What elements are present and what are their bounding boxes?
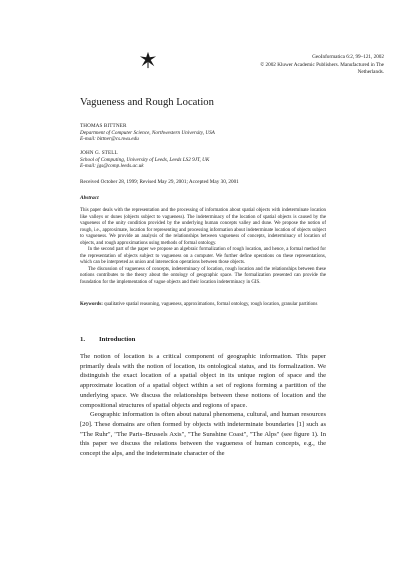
journal-masthead [244,54,384,77]
body-paragraph: The notion of location is a critical component of geographic information. This paper primarily deals with the notion of location, its ontological status, and its formalization. We distinguish the exact location of a spatial object in its unique region of space and the approximate location of a spatial object within a set of regions forming a partition of the underlying space. We discuss the relationships between these notions of location and the compositional structures of spatial objects and regions of space. [80,353,326,409]
author-block-2 [80,150,340,170]
keywords-label: Keywords: [80,302,103,307]
author-block-1 [80,123,340,143]
author-email: E-mail: bittner@cs.nwu.edu [80,136,139,143]
paper-title: Vagueness and Rough Location [80,97,214,108]
journal-citation: GeoInformatica 6:2, 99–121, 2002 [312,54,384,60]
abstract-paragraph: In the second part of the paper we propose an algebraic formalization of rough location, and hence, a formal method for the representation of objects subject to vagueness on a computer. We further define operations on these representations, which can be interpreted as union and intersection operations between those objects. [80,247,326,266]
body-text [80,352,326,459]
keywords [80,302,326,309]
author-affiliation: School of Computing, University of Leeds, Leeds LS2 9JT, UK [80,156,210,163]
copyright-line: © 2002 Kluwer Academic Publishers. Manufactured in The Netherlands. [260,61,384,76]
abstract-body [80,208,326,287]
author-name: JOHN G. STELL [80,150,118,156]
author-name: THOMAS BITTNER [80,123,127,129]
abstract-heading: Abstract [80,195,99,201]
section-number: 1. [80,336,86,343]
received-dates: Received October 28, 1999; Revised May 29, 2001; Accepted May 30, 2001 [80,179,239,185]
author-affiliation: Department of Computer Science, Northwestern University, USA [80,129,215,136]
keywords-text: qualitative spatial reasoning, vagueness, approximations, formal ontology, rough location, granular partitions [104,302,318,307]
publisher-logo-icon [139,51,157,69]
section-title: Introduction [99,336,136,343]
section-heading [80,336,135,343]
body-paragraph: Geographic information is often about natural phenomena, cultural, and human resources [20]. These domains are often formed by objects with indeterminate boundaries [1] such as "The Ruhr", "The Paris–Brussels Axis", "The Sunshine Coast", "The Alps" (see figure 1). In this paper we discuss the relations between the vagueness of human concepts, e.g., the concept the alps, and the indeterminate character of the [80,411,326,458]
abstract-paragraph: The discussion of vagueness of concepts, indeterminacy of location, rough location and the relationships between these notions contributes to the theory about the ontology of geographic space. The formalization presented can provide the foundation for the implementation of vague objects and their location indeterminacy in GIS. [80,266,326,286]
abstract-paragraph: This paper deals with the representation and the processing of information about spatial objects with indeterminate location like valleys or dunes (objects subject to vagueness). The indeterminacy of the location of spatial objects is caused by the vagueness of the unity condition provided by the underlying human concepts valley and dune. We propose the notion of rough, i.e., approximate, location for representing and processing information about indeterminate location of objects subject to vagueness. We provide an analysis of the relationships between vagueness of concepts, indeterminacy of location of objects, and rough approximations using methods of formal ontology. [80,208,326,246]
author-email: E-mail: jgs@comp.leeds.ac.uk [80,163,144,170]
